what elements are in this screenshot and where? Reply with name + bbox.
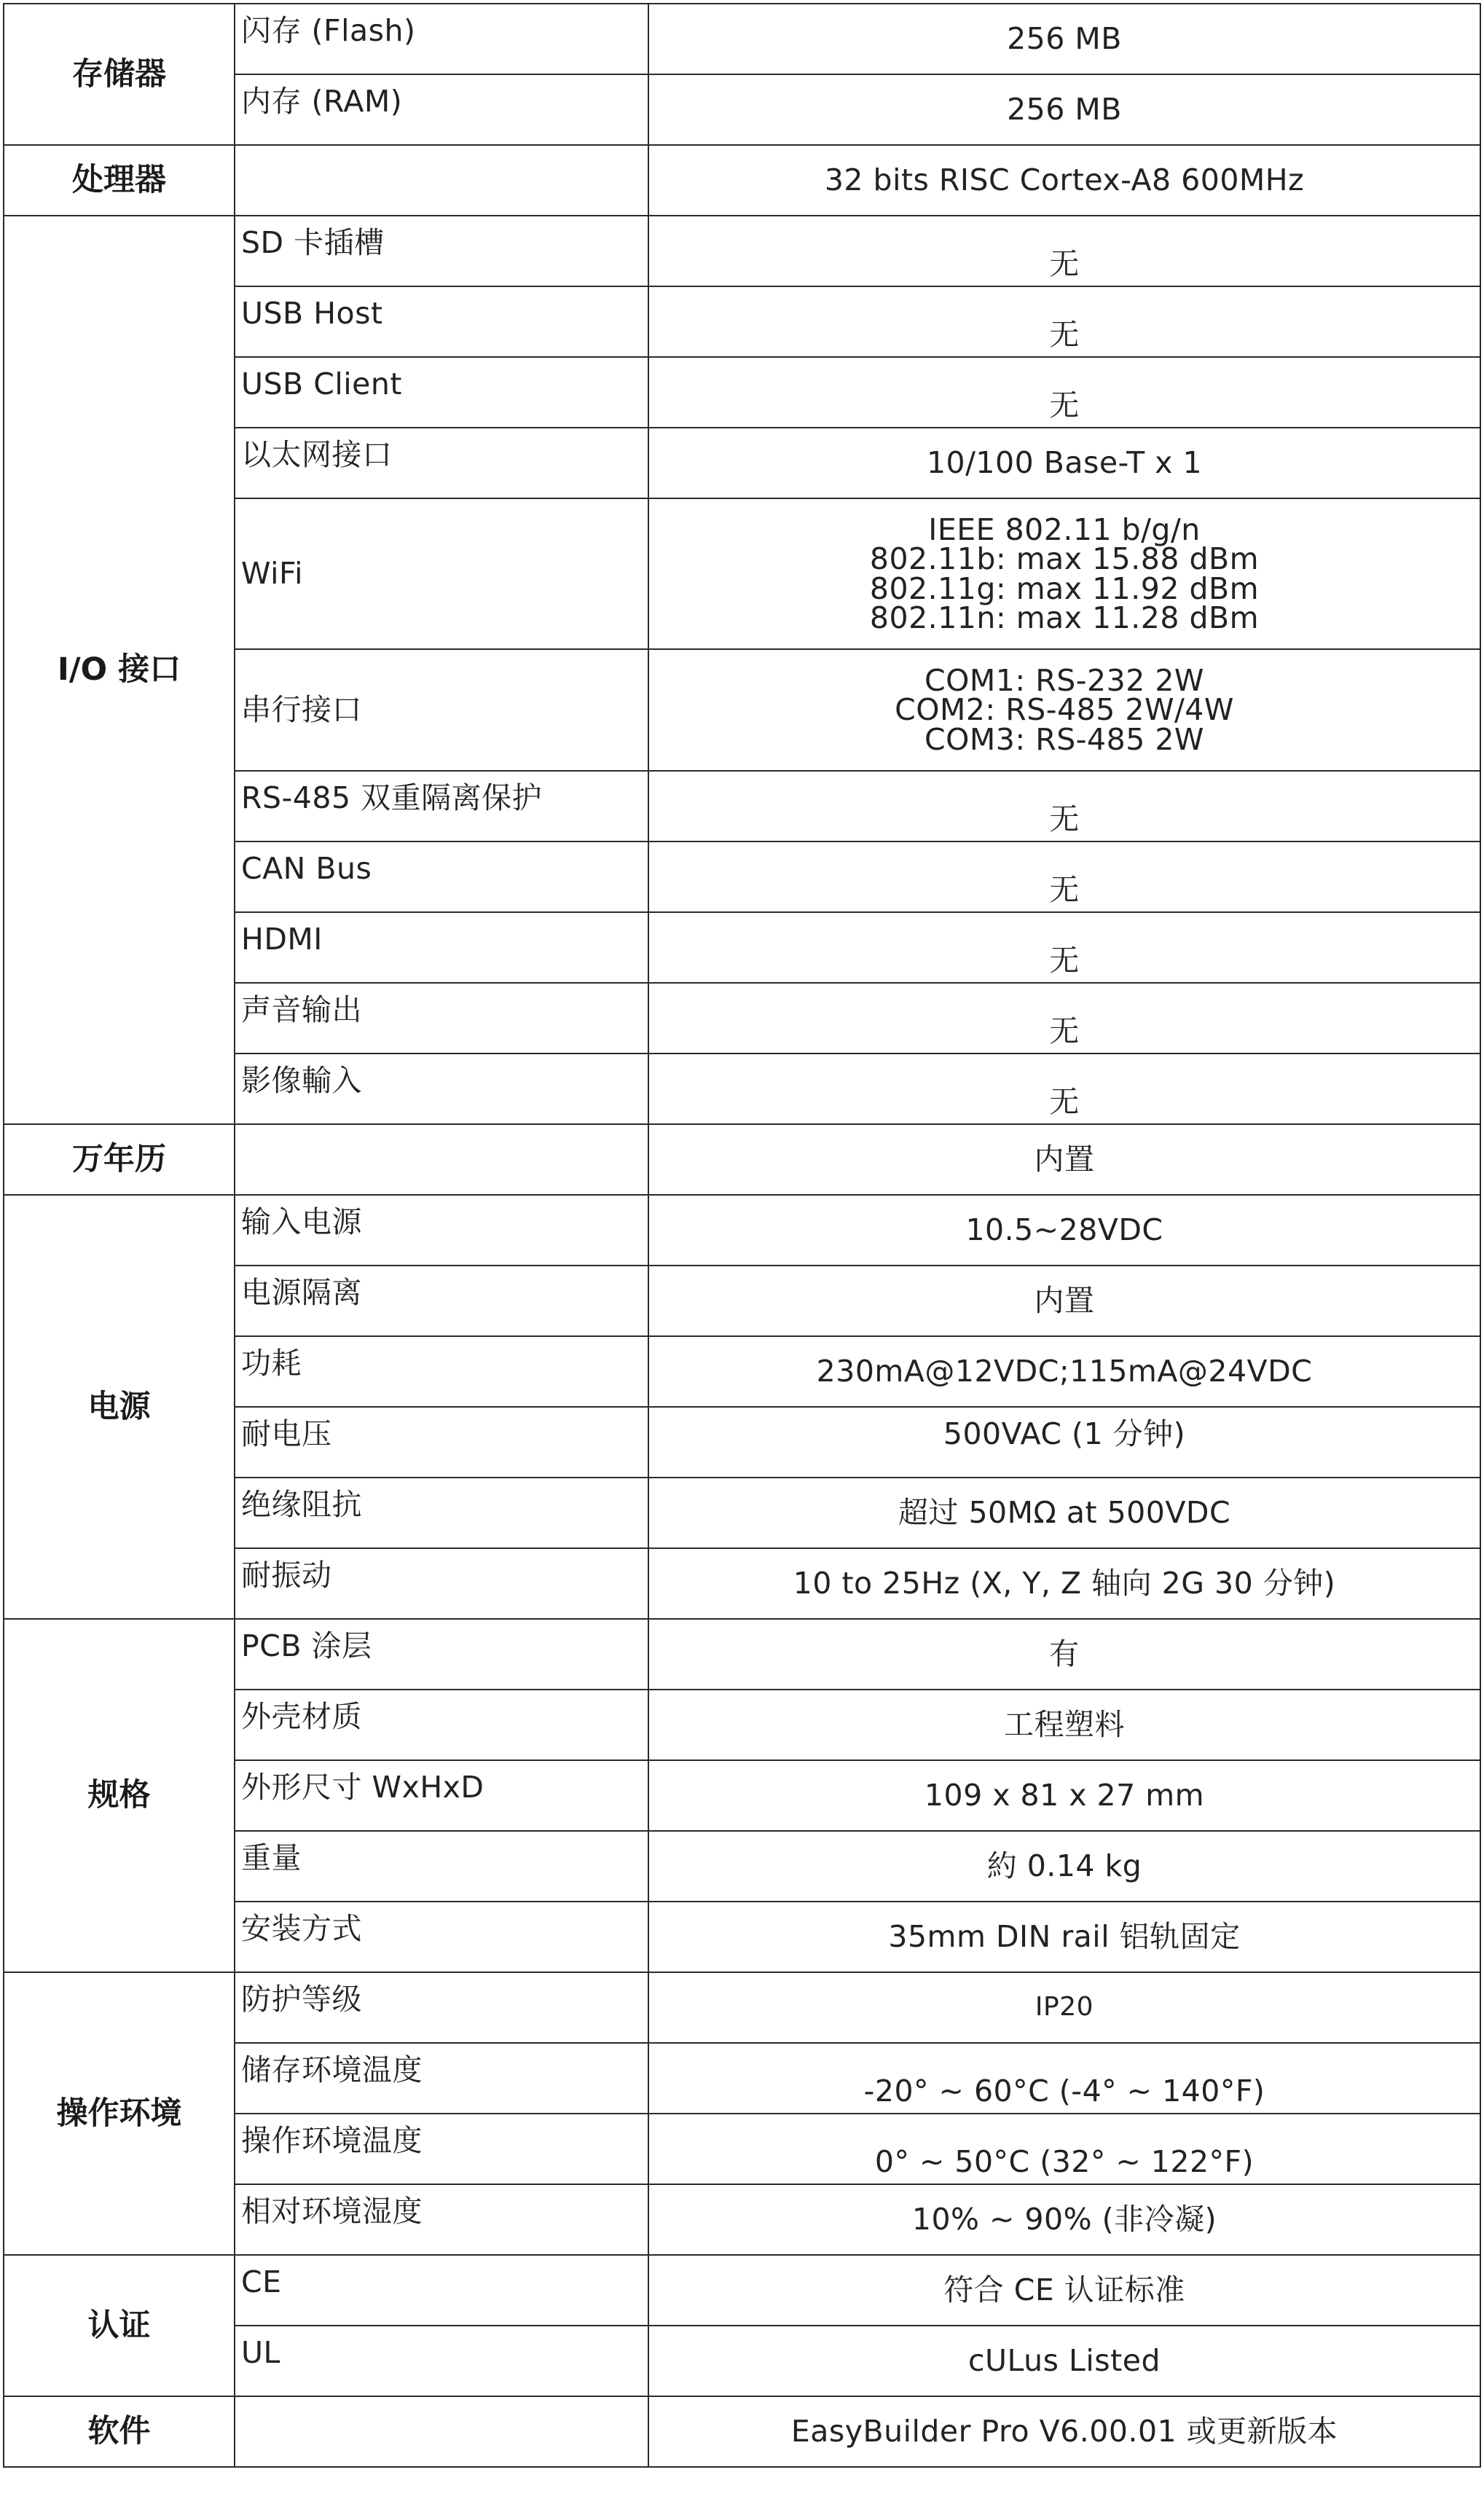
category-label: I/O 接口 (4, 216, 235, 1124)
spec-value (648, 649, 1480, 771)
spec-item-label: 外壳材质 (235, 1690, 648, 1760)
spec-value-line: 无 (1049, 942, 1080, 978)
spec-item-label: HDMI (235, 912, 648, 983)
spec-value-line: 35mm DIN rail 铝轨固定 (888, 1919, 1241, 1955)
spec-value-line: 500VAC (1 分钟) (943, 1416, 1186, 1451)
spec-value-line: 802.11n: max 11.28 dBm (869, 600, 1260, 635)
spec-value (648, 1195, 1480, 1266)
spec-table-body (4, 4, 1480, 2467)
spec-item-label: USB Client (235, 357, 648, 428)
spec-value (648, 498, 1480, 649)
spec-item-label: 闪存 (Flash) (235, 4, 648, 74)
spec-value (648, 428, 1480, 498)
category-label: 软件 (4, 2396, 235, 2467)
spec-item-label (235, 145, 648, 216)
category-label: 电源 (4, 1195, 235, 1619)
spec-value (648, 2184, 1480, 2255)
spec-item-label: 以太网接口 (235, 428, 648, 498)
spec-row (4, 216, 1480, 286)
spec-value (648, 983, 1480, 1054)
spec-item-label: 安装方式 (235, 1902, 648, 1972)
spec-value (648, 2396, 1480, 2467)
spec-row (4, 2255, 1480, 2326)
spec-value-line: 无 (1049, 387, 1080, 423)
spec-item-label: 电源隔离 (235, 1266, 648, 1336)
spec-item-label: 串行接口 (235, 649, 648, 771)
spec-value-line: 无 (1049, 246, 1080, 281)
spec-item-label: 输入电源 (235, 1195, 648, 1266)
spec-item-label: SD 卡插槽 (235, 216, 648, 286)
spec-item-label: UL (235, 2326, 648, 2396)
spec-item-label: 操作环境温度 (235, 2114, 648, 2184)
spec-value (648, 74, 1480, 145)
spec-value-line: 10% ~ 90% (非冷凝) (911, 2202, 1217, 2237)
spec-value-line: 无 (1049, 316, 1080, 352)
spec-value (648, 4, 1480, 74)
spec-item-label: USB Host (235, 286, 648, 357)
spec-row (4, 1972, 1480, 2043)
spec-item-label: 绝缘阻抗 (235, 1478, 648, 1548)
spec-value (648, 1972, 1480, 2043)
spec-value (648, 1831, 1480, 1902)
spec-item-label: 内存 (RAM) (235, 74, 648, 145)
spec-row (4, 1124, 1480, 1195)
spec-value (648, 912, 1480, 983)
spec-value (648, 1336, 1480, 1407)
spec-item-label: 影像輸入 (235, 1054, 648, 1124)
spec-value (648, 771, 1480, 842)
spec-value-line: 0° ~ 50°C (32° ~ 122°F) (874, 2143, 1255, 2179)
spec-value (648, 2114, 1480, 2184)
spec-value (648, 1407, 1480, 1478)
spec-row (4, 145, 1480, 216)
spec-value-line: 超过 50MΩ at 500VDC (898, 1495, 1231, 1531)
spec-value (648, 1054, 1480, 1124)
spec-value-line: 无 (1049, 801, 1080, 836)
spec-value-line: COM3: RS-485 2W (924, 721, 1204, 757)
spec-value-line: EasyBuilder Pro V6.00.01 或更新版本 (790, 2414, 1338, 2449)
spec-item-label: 相对环境湿度 (235, 2184, 648, 2255)
spec-value-line: 内置 (1034, 1283, 1095, 1319)
spec-item-label: 防护等级 (235, 1972, 648, 2043)
spec-item-label: 耐振动 (235, 1548, 648, 1619)
spec-value-line: -20° ~ 60°C (-4° ~ 140°F) (863, 2073, 1265, 2108)
spec-value-line: 内置 (1034, 1142, 1095, 1177)
spec-value-line: 符合 CE 认证标准 (943, 2272, 1185, 2308)
spec-item-label: CE (235, 2255, 648, 2326)
spec-value (648, 216, 1480, 286)
spec-value (648, 2326, 1480, 2396)
spec-item-label (235, 2396, 648, 2467)
spec-item-label: 耐电压 (235, 1407, 648, 1478)
spec-table (3, 3, 1481, 2468)
category-label: 操作环境 (4, 1972, 235, 2255)
spec-value (648, 2255, 1480, 2326)
spec-item-label: WiFi (235, 498, 648, 649)
spec-value-line: 109 x 81 x 27 mm (924, 1778, 1205, 1813)
spec-value-line: 32 bits RISC Cortex-A8 600MHz (824, 162, 1305, 198)
category-label: 存储器 (4, 4, 235, 145)
spec-value (648, 1124, 1480, 1195)
category-label: 规格 (4, 1619, 235, 1972)
spec-item-label: 储存环境温度 (235, 2043, 648, 2114)
spec-value-line: 工程塑料 (1004, 1707, 1125, 1743)
spec-value-line: 有 (1049, 1636, 1080, 1672)
spec-value (648, 145, 1480, 216)
spec-item-label: RS-485 双重隔离保护 (235, 771, 648, 842)
category-label: 处理器 (4, 145, 235, 216)
spec-item-label: 功耗 (235, 1336, 648, 1407)
spec-value-line: COM1: RS-232 2W (924, 663, 1204, 699)
spec-value-line: 230mA@12VDC;115mA@24VDC (816, 1354, 1313, 1389)
spec-value-line: 无 (1049, 871, 1080, 907)
spec-value-line: 无 (1049, 1013, 1080, 1048)
spec-value-line: 約 0.14 kg (986, 1848, 1142, 1884)
spec-value (648, 286, 1480, 357)
spec-value-line: 802.11b: max 15.88 dBm (869, 541, 1260, 577)
spec-value (648, 1619, 1480, 1690)
spec-row (4, 1619, 1480, 1690)
spec-value (648, 357, 1480, 428)
spec-value (648, 1760, 1480, 1831)
spec-value (648, 1266, 1480, 1336)
spec-row (4, 1195, 1480, 1266)
spec-row (4, 2396, 1480, 2467)
category-label: 认证 (4, 2255, 235, 2396)
spec-row (4, 4, 1480, 74)
spec-value-line: 10.5~28VDC (965, 1212, 1163, 1248)
spec-value-line: 10/100 Base-T x 1 (926, 445, 1203, 481)
spec-value-line: 256 MB (1007, 92, 1122, 128)
spec-item-label: CAN Bus (235, 842, 648, 912)
spec-value-line: 802.11g: max 11.92 dBm (869, 570, 1260, 606)
spec-value-line: IP20 (1035, 1992, 1094, 2023)
spec-value-line: IEEE 802.11 b/g/n (928, 512, 1201, 548)
spec-item-label: 外形尺寸 WxHxD (235, 1760, 648, 1831)
spec-item-label: 声音输出 (235, 983, 648, 1054)
spec-item-label: PCB 涂层 (235, 1619, 648, 1690)
spec-value-line: COM2: RS-485 2W/4W (895, 692, 1234, 728)
spec-value-line: cULus Listed (968, 2343, 1161, 2379)
spec-value (648, 1548, 1480, 1619)
spec-value-line: 无 (1049, 1083, 1080, 1119)
spec-value (648, 1902, 1480, 1972)
spec-value (648, 1478, 1480, 1548)
spec-item-label: 重量 (235, 1831, 648, 1902)
spec-value (648, 1690, 1480, 1760)
spec-value-line: 256 MB (1007, 21, 1122, 57)
spec-value-line: 10 to 25Hz (X, Y, Z 轴向 2G 30 分钟) (793, 1566, 1336, 1601)
spec-item-label (235, 1124, 648, 1195)
category-label: 万年历 (4, 1124, 235, 1195)
spec-value (648, 842, 1480, 912)
spec-value (648, 2043, 1480, 2114)
